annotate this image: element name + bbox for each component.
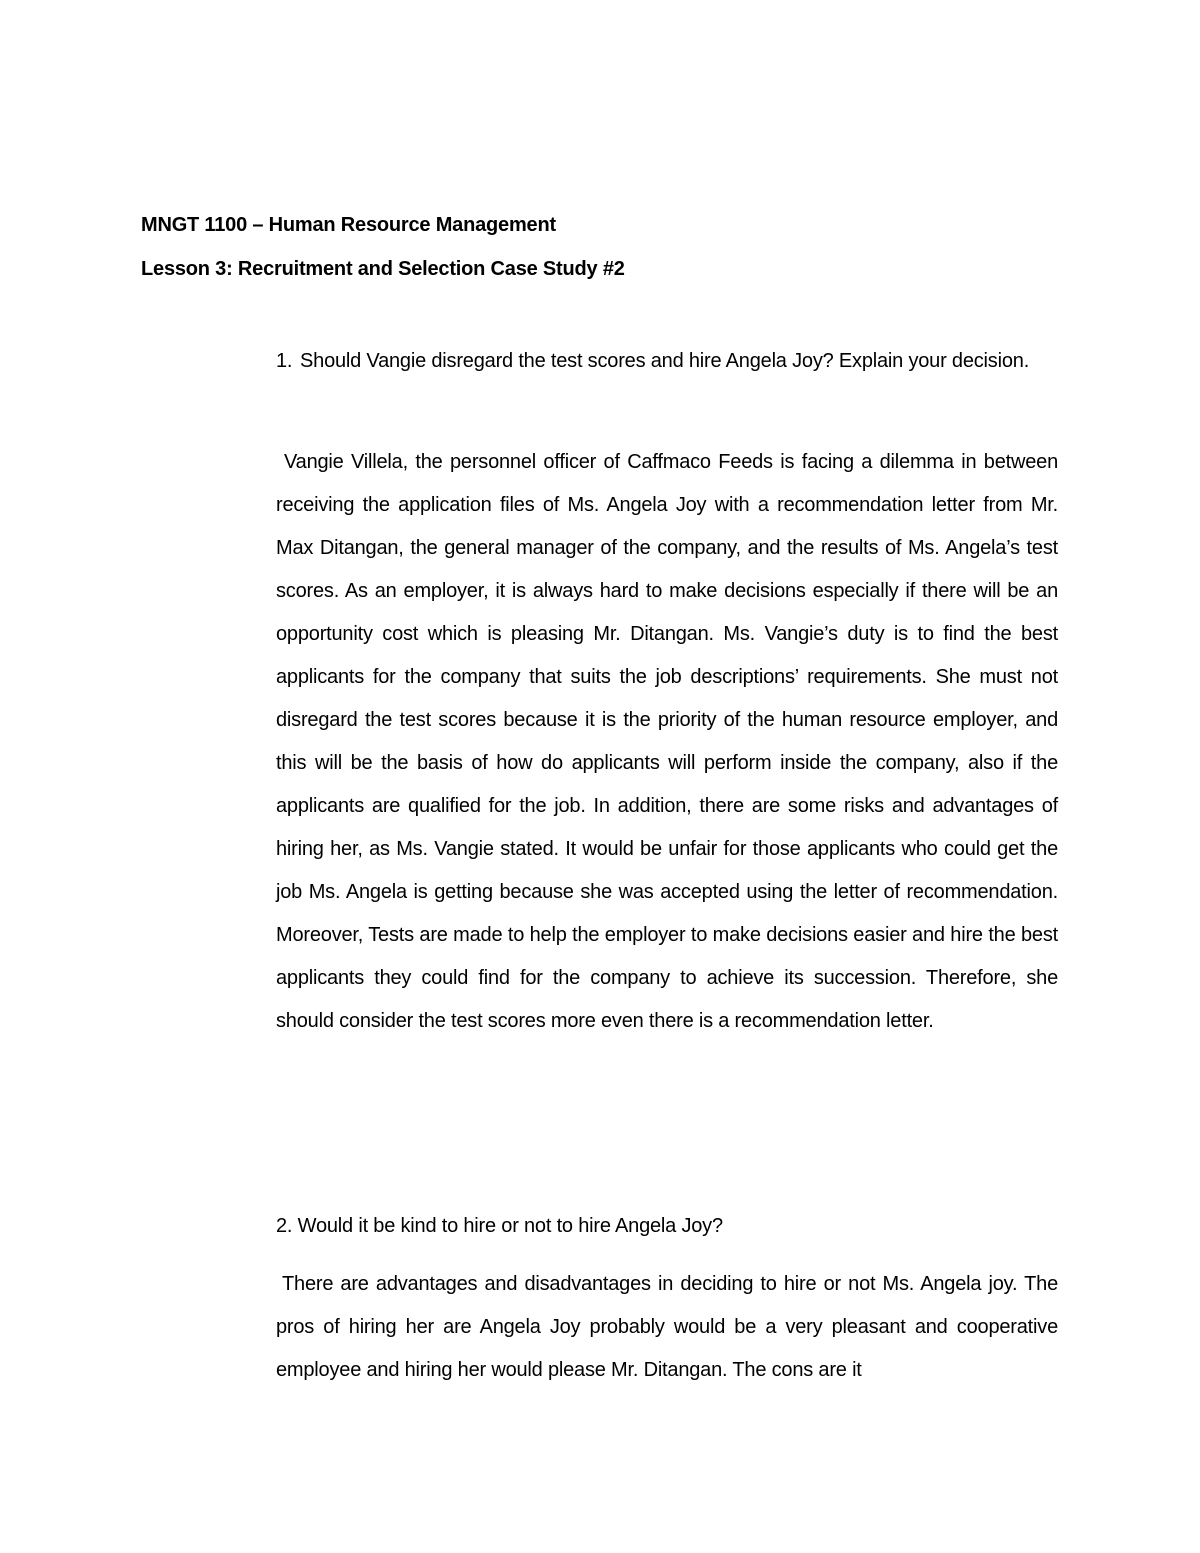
answer-1-paragraph: Vangie Villela, the personnel officer of Caffmaco Feeds is facing a dilemma in between receiving the application files of Ms. Angela Joy with a recommendation letter from Mr. Max Ditangan, the general manager of the company, and the results of Ms. Angela’s test scores. As an employer, it is always hard to make decisions especially if there will be an opportunity cost which is pleasing Mr. Ditangan. Ms. Vangie’s duty is to find the best applicants for the company that suits the job descriptions’ requirements. She must not disregard the test scores because it is the priority of the human resource employer, and this will be the basis of how do applicants will perform inside the company, also if the applicants are qualified for the job. In addition, there are some risks and advantages of hiring her, as Ms. Vangie stated. It would be unfair for those applicants who could get the job Ms. Angela is getting because she was accepted using the letter of recommendation. Moreover, Tests are made to help the employer to make decisions easier and hire the best applicants they could find for the company to achieve its succession. Therefore, she should consider the test scores more even there is a recommendation letter. xyxy=(276,451,1058,1032)
answer-2-paragraph: There are advantages and disadvantages in deciding to hire or not Ms. Angela joy. The pros of hiring her are Angela Joy probably would be a very pleasant and cooperative employee and hiring her would please Mr. Ditangan. The cons are it xyxy=(276,1273,1058,1381)
question-1 xyxy=(276,340,1058,383)
question-1-number: 1. xyxy=(276,350,293,372)
document-title: MNGT 1100 – Human Resource Management xyxy=(141,214,556,236)
document-subtitle: Lesson 3: Recruitment and Selection Case Study #2 xyxy=(141,258,625,280)
question-1-text: Should Vangie disregard the test scores and hire Angela Joy? Explain your decision. xyxy=(300,350,1030,372)
question-2: 2. Would it be kind to hire or not to hire Angela Joy? xyxy=(276,1215,723,1237)
